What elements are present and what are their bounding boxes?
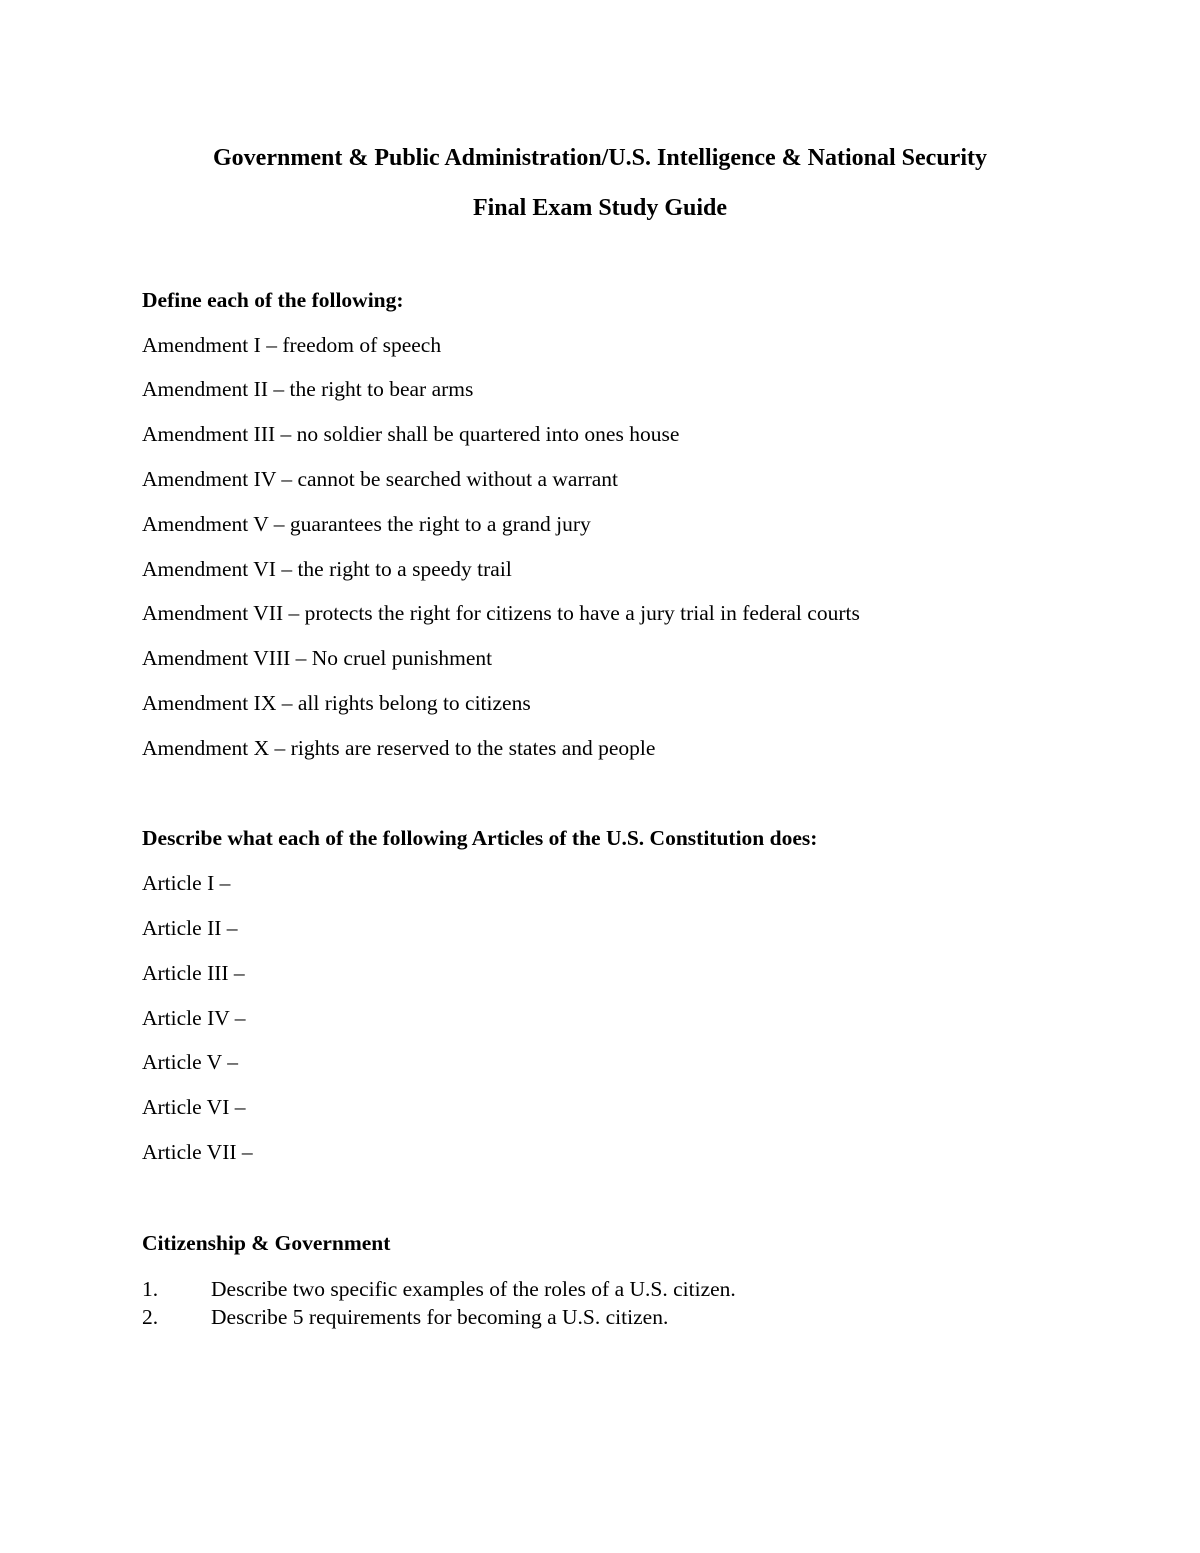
article-item: Article V – (142, 1050, 238, 1074)
amendment-item: Amendment V – guarantees the right to a grand jury (142, 512, 591, 536)
article-item: Article VII – (142, 1140, 253, 1164)
articles-heading: Describe what each of the following Articles of the U.S. Constitution does: (142, 826, 818, 850)
list-item-text: Describe two specific examples of the roles of a U.S. citizen. (211, 1277, 736, 1301)
amendment-item: Amendment VIII – No cruel punishment (142, 646, 493, 670)
amendment-item: Amendment IV – cannot be searched without a warrant (142, 467, 619, 491)
document-title: Government & Public Administration/U.S. Intelligence & National Security (213, 145, 987, 171)
article-item: Article VI – (142, 1095, 246, 1119)
article-item: Article II – (142, 916, 238, 940)
amendment-item: Amendment VI – the right to a speedy trail (142, 557, 512, 581)
amendment-item: Amendment II – the right to bear arms (142, 377, 474, 401)
list-item-text: Describe 5 requirements for becoming a U.S. citizen. (211, 1305, 669, 1329)
list-item-number: 2. (142, 1305, 159, 1329)
amendment-item: Amendment IX – all rights belong to citizens (142, 691, 531, 715)
document-subtitle: Final Exam Study Guide (472, 195, 728, 221)
article-item: Article III – (142, 961, 245, 985)
amendment-item: Amendment X – rights are reserved to the states and people (142, 736, 656, 760)
amendment-item: Amendment I – freedom of speech (142, 333, 442, 357)
amendment-item: Amendment III – no soldier shall be quartered into ones house (142, 422, 680, 446)
article-item: Article I – (142, 871, 231, 895)
citizenship-question-list (142, 1275, 736, 1331)
citizenship-heading: Citizenship & Government (142, 1231, 391, 1255)
amendment-item: Amendment VII – protects the right for citizens to have a jury trial in federal courts (142, 601, 860, 625)
list-item (142, 1275, 736, 1303)
article-item: Article IV – (142, 1006, 246, 1030)
list-item-number: 1. (142, 1277, 159, 1301)
list-item (142, 1303, 736, 1331)
amendments-heading: Define each of the following: (142, 288, 404, 312)
